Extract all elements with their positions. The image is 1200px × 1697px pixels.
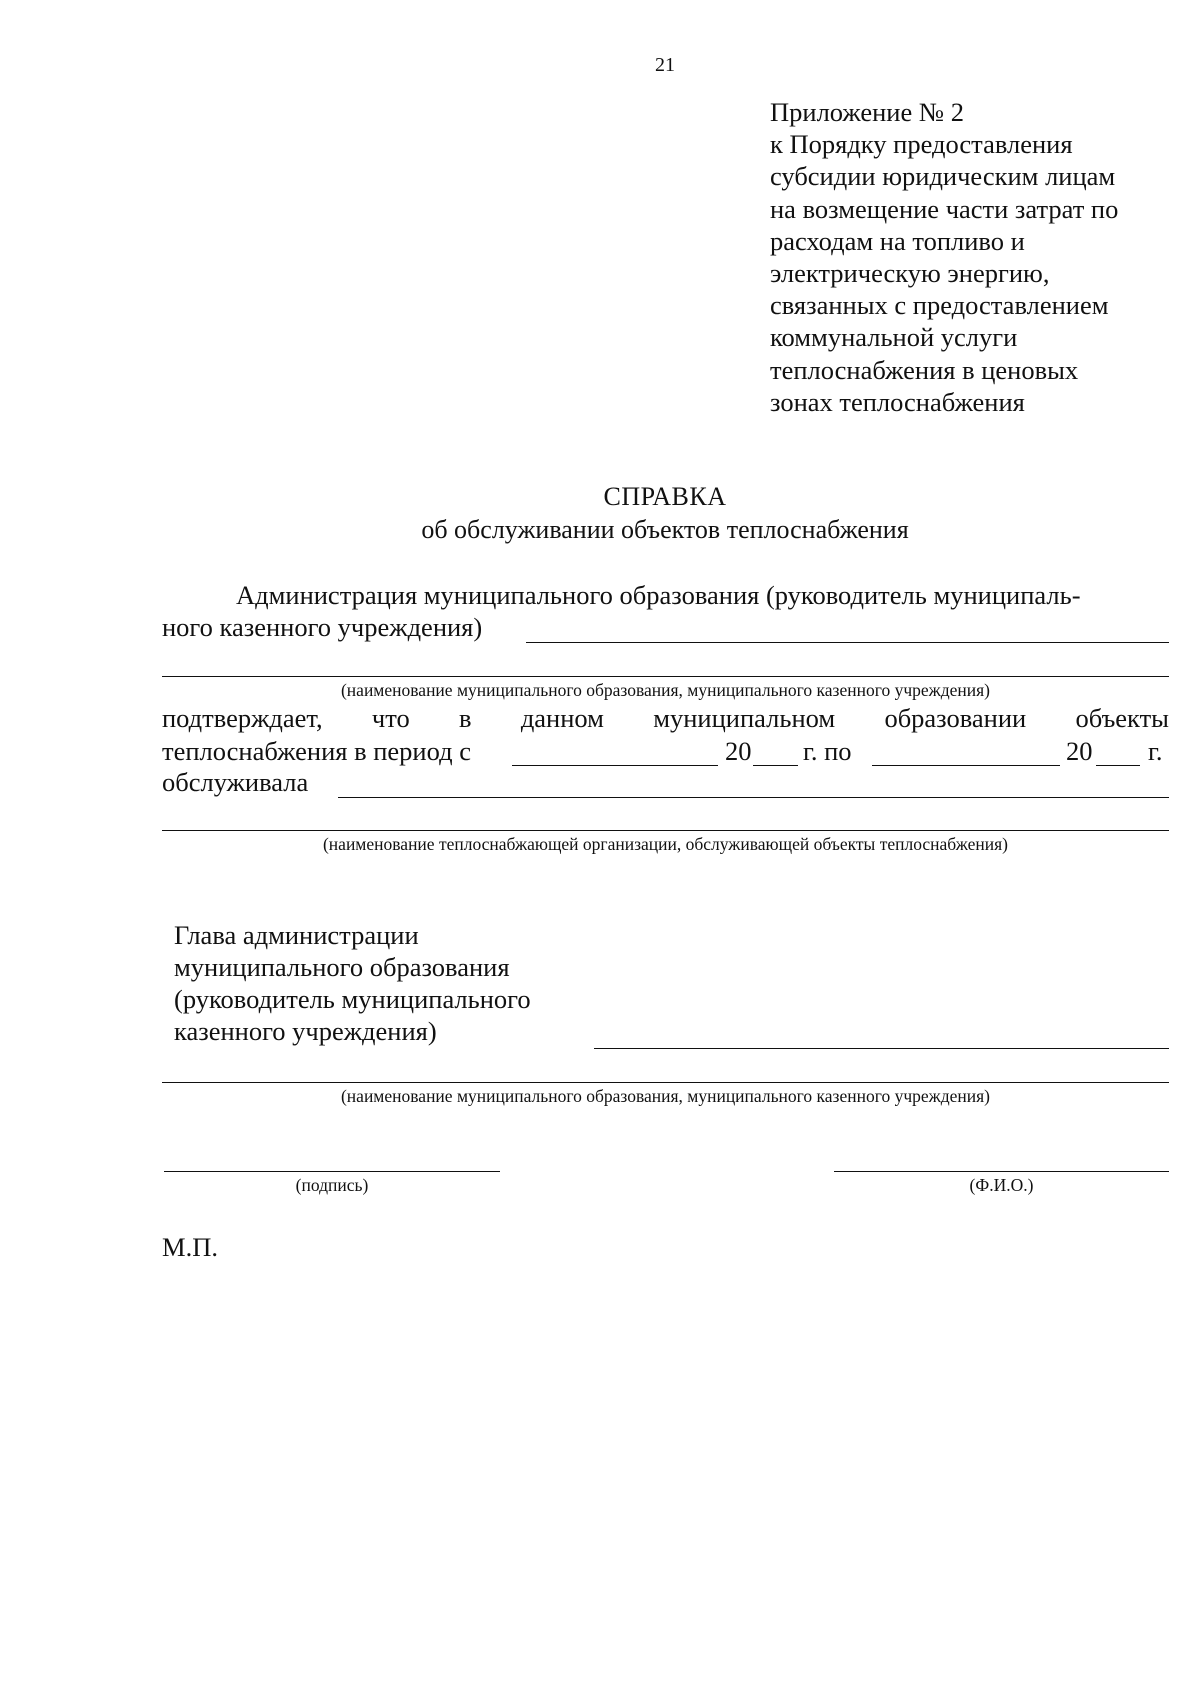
appendix-line: расходам на топливо и: [770, 225, 1025, 256]
confirm-word: образовании: [884, 703, 1027, 733]
year-prefix-2: 20: [1066, 736, 1093, 766]
period-end-field-line[interactable]: [872, 765, 1060, 766]
confirm-word: в: [459, 703, 472, 733]
document-subtitle: об обслуживании объектов теплоснабжения: [421, 515, 909, 544]
heat-org-caption: (наименование теплоснабжающей организации, обслуживающей объекты теплоснабжения): [322, 834, 1008, 854]
head-org-field-line-2[interactable]: [162, 1082, 1169, 1083]
confirm-word: что: [371, 703, 410, 733]
served-label: обслуживала: [162, 767, 309, 797]
body-line-2: ного казенного учреждения): [162, 612, 483, 642]
org-name-caption: (наименование муниципального образования, муниципального казенного учреждения): [340, 680, 991, 700]
head-line: (руководитель муниципального: [174, 984, 531, 1014]
period-middle: г. по: [803, 736, 852, 766]
period-start-field-line[interactable]: [512, 765, 718, 766]
appendix-line: к Порядку предоставления: [770, 129, 1073, 160]
signature-field-line[interactable]: [164, 1171, 500, 1172]
confirm-line: [162, 703, 1169, 734]
year-end-field-line[interactable]: [1096, 765, 1140, 766]
signature-caption: (подпись): [295, 1175, 369, 1195]
full-name-field-line[interactable]: [834, 1171, 1169, 1172]
period-prefix: теплоснабжения в период с: [162, 736, 471, 766]
appendix-block: [770, 96, 1180, 418]
appendix-line: связанных с предоставлением: [770, 290, 1109, 321]
appendix-line: Приложение № 2: [770, 97, 965, 127]
head-org-caption: (наименование муниципального образования, муниципального казенного учреждения): [340, 1086, 991, 1106]
appendix-line: зонах теплоснабжения: [770, 386, 1025, 417]
confirm-word: объекты: [1075, 703, 1169, 733]
appendix-line: электрическую энергию,: [770, 258, 1050, 289]
year-prefix-1: 20: [725, 736, 752, 766]
head-line: Глава администрации: [174, 920, 419, 950]
org-name-field-line[interactable]: [526, 642, 1169, 643]
head-line: муниципального образования: [174, 952, 510, 982]
period-suffix: г.: [1148, 736, 1163, 766]
confirm-word: муниципальном: [653, 703, 836, 733]
served-field-line-2[interactable]: [162, 830, 1169, 831]
confirm-word: подтверждает,: [162, 703, 323, 733]
full-name-caption: (Ф.И.О.): [969, 1175, 1034, 1195]
page-number: 21: [655, 54, 675, 76]
served-field-line[interactable]: [338, 797, 1169, 798]
stamp-place: М.П.: [162, 1232, 218, 1262]
body-line-1: Администрация муниципального образования (руководитель муниципаль-: [236, 580, 1081, 610]
year-start-field-line[interactable]: [753, 765, 798, 766]
org-name-field-line-2[interactable]: [162, 676, 1169, 677]
document-title: СПРАВКА: [603, 482, 727, 511]
appendix-line: субсидии юридическим лицам: [770, 161, 1116, 192]
appendix-line: на возмещение части затрат по: [770, 193, 1119, 224]
confirm-word: данном: [520, 703, 604, 733]
head-org-field-line[interactable]: [594, 1048, 1169, 1049]
head-line: казенного учреждения): [174, 1016, 437, 1046]
appendix-line: теплоснабжения в ценовых: [770, 354, 1079, 385]
appendix-line: коммунальной услуги: [770, 322, 1018, 353]
